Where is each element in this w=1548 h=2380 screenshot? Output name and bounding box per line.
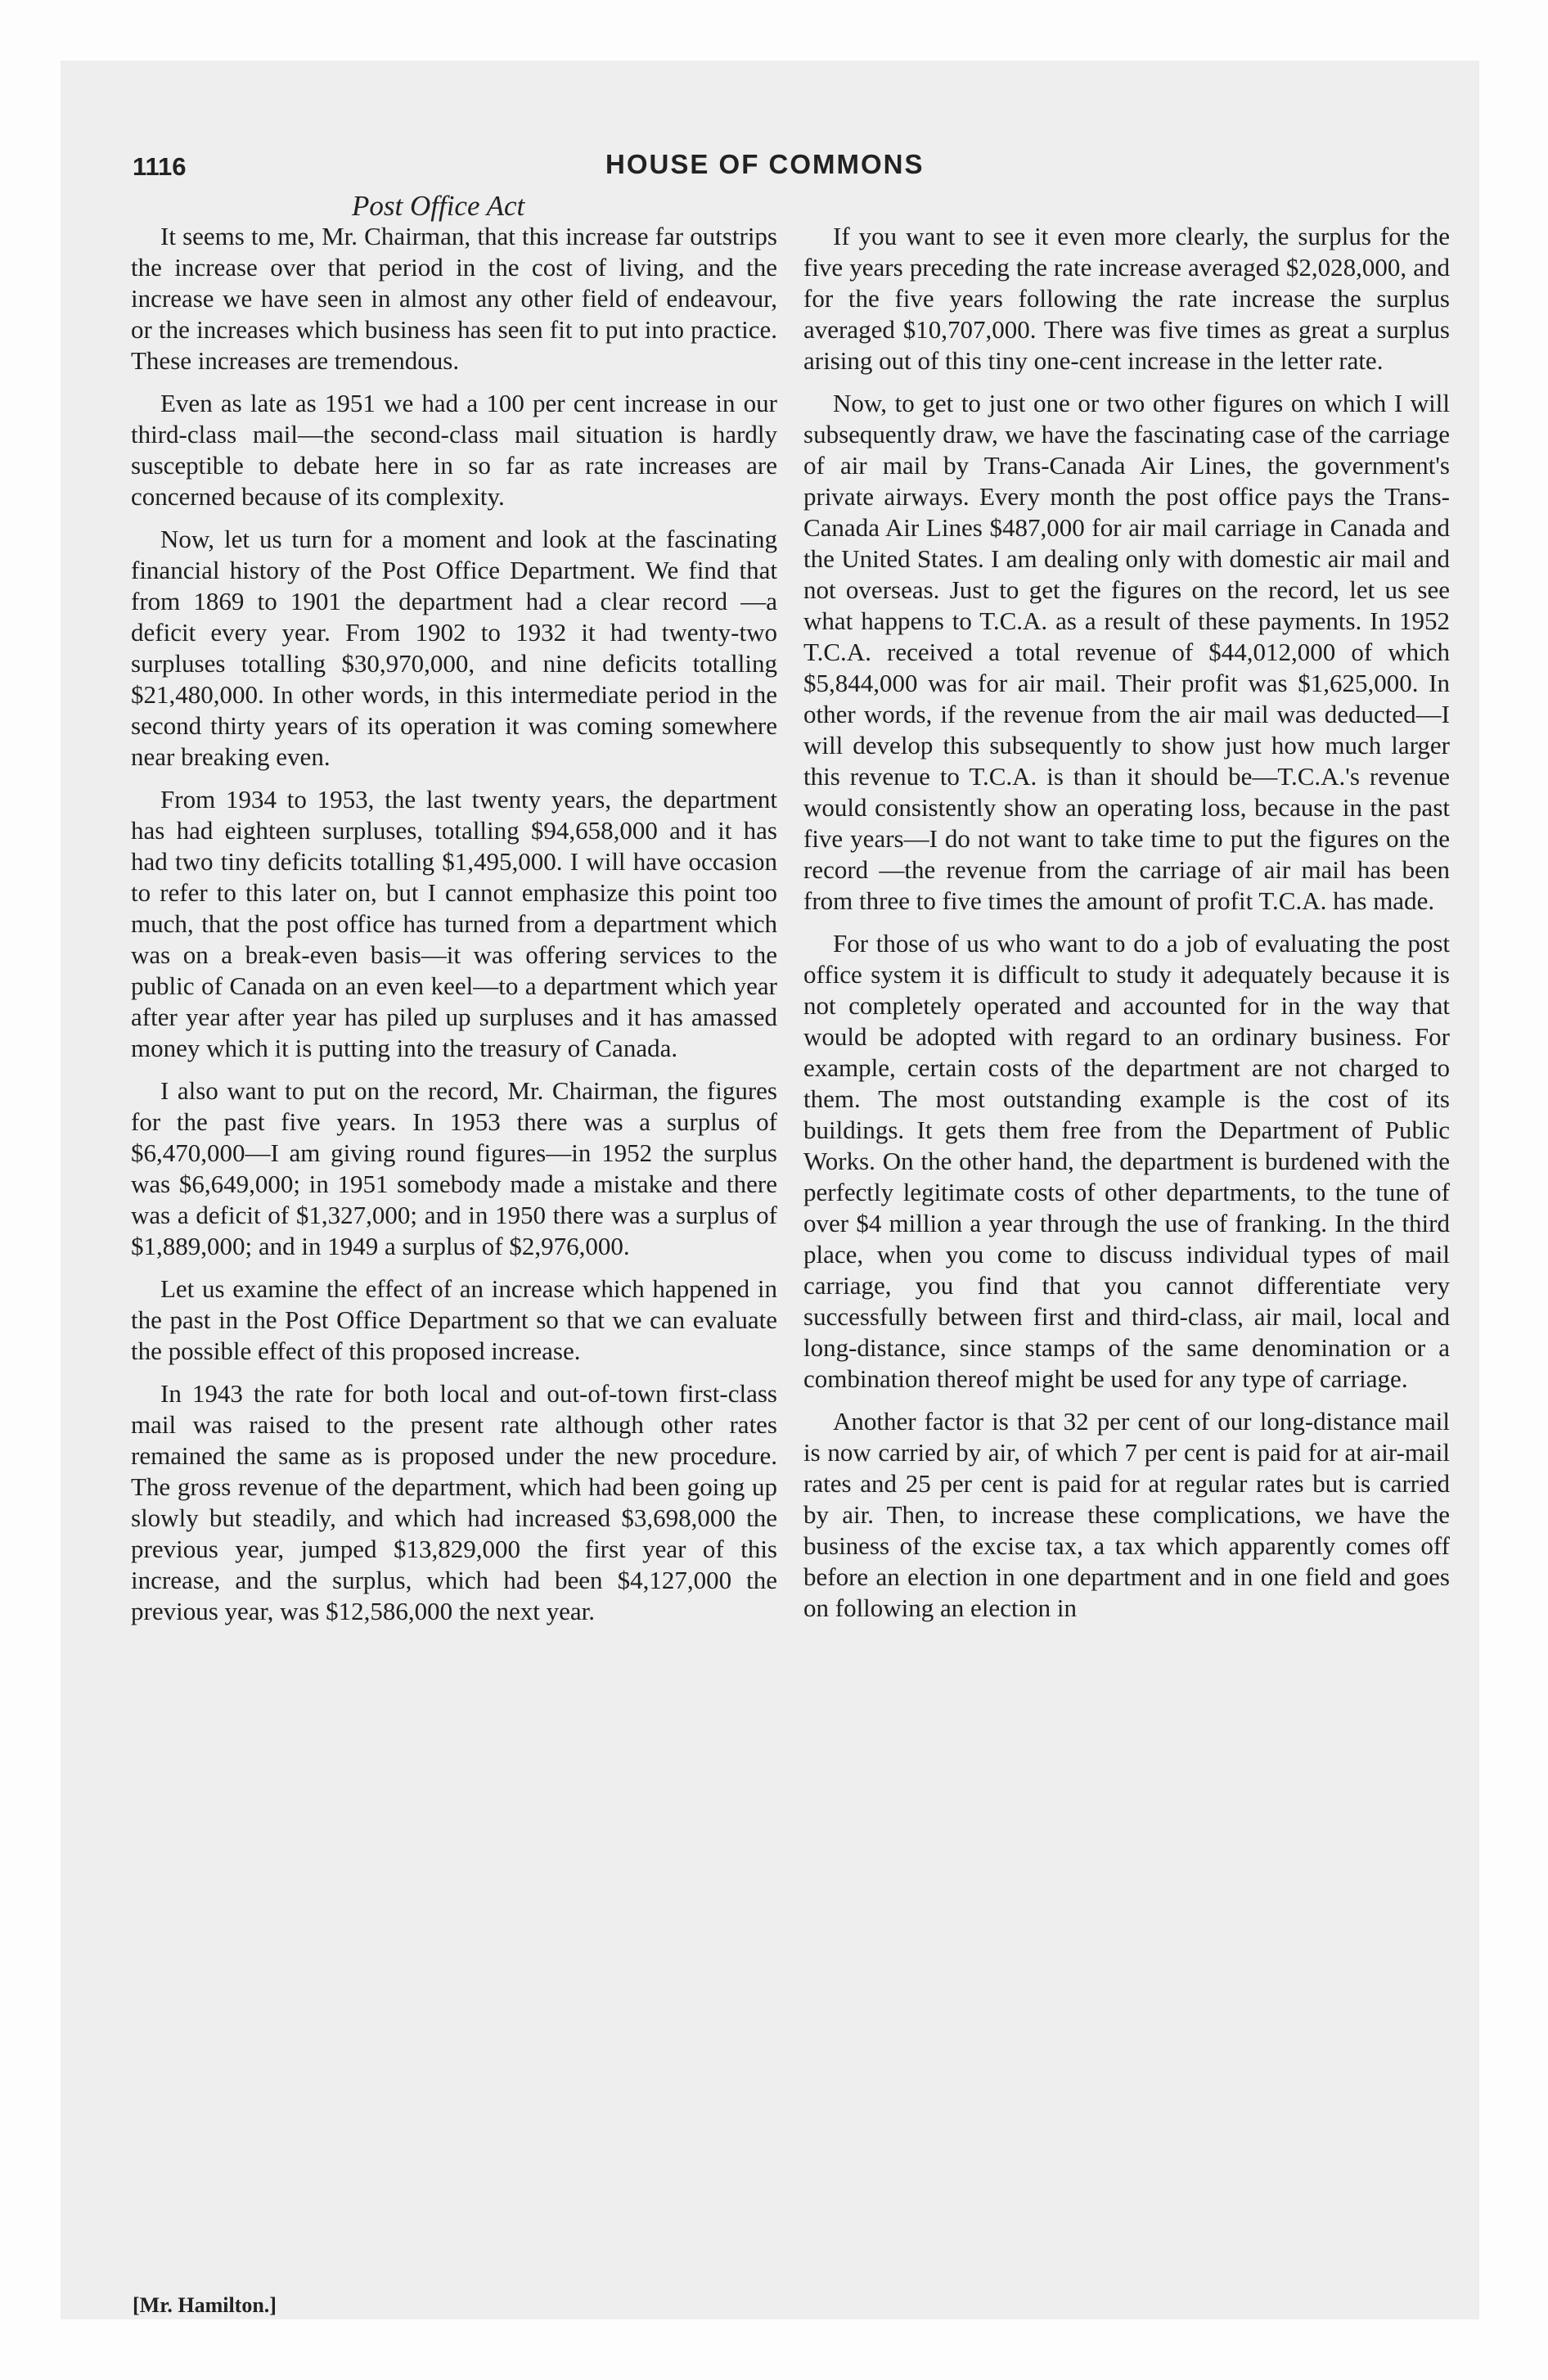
paragraph: If you want to see it even more clearly, the surplus for the five years preceding the rate increase averaged $2,028,000, and for the five years following the rate increase the surplus averaged $10,707,000. There was five times as great a surplus arising out of this tiny one-cent increase in the letter rate. (803, 222, 1450, 375)
left-column (131, 221, 777, 1639)
paragraph: I also want to put on the record, Mr. Chairman, the figures for the past five years. In 1953 there was a surplus of $6,470,000—I am giving round figures—in 1952 the surplus was $6,649,000; in 1951 somebody made a mistake and there was a deficit of $1,327,000; and in 1950 there was a surplus of $1,889,000; and in 1949 a surplus of $2,976,000. (131, 1076, 777, 1260)
page-number: 1116 (133, 152, 187, 181)
running-head: HOUSE OF COMMONS (605, 149, 925, 179)
act-title: Post Office Act (352, 190, 525, 222)
right-column (803, 221, 1450, 1635)
paragraph: Let us examine the effect of an increase which happened in the past in the Post Office Department so that we can evaluate the possible effect of this proposed increase. (131, 1274, 777, 1365)
paragraph: For those of us who want to do a job of evaluating the post office system it is difficult to study it adequately because it is not completely operated and accounted for in the way that would be adopted with regard to an ordinary business. For example, certain costs of the department are not charged to them. The most outstanding example is the cost of its buildings. It gets them free from the Department of Public Works. On the other hand, the department is burdened with the perfectly legitimate costs of other departments, to the tune of over $4 million a year through the use of franking. In the third place, when you come to discuss individual types of mail carriage, you find that you cannot differentiate very successfully between first and third-class, air mail, local and long-distance, since stamps of the same denomination or a combination thereof might be used for any type of carriage. (803, 929, 1450, 1393)
paragraph: Even as late as 1951 we had a 100 per cent increase in our third-class mail—the second-class mail situation is hardly susceptible to debate here in so far as rate increases are concerned because of its complexity. (131, 389, 777, 511)
paragraph: Another factor is that 32 per cent of our long-distance mail is now carried by air, of which 7 per cent is paid for at air-mail rates and 25 per cent is paid for at regular rates but is carried by air. Then, to increase these complications, we have the business of the excise tax, a tax which apparently comes off before an election in one department and in one field and goes on following an election in (803, 1407, 1450, 1622)
paragraph: It seems to me, Mr. Chairman, that this increase far outstrips the increase over that period in the cost of living, and the increase we have seen in almost any other field of endeavour, or the increases which business has seen fit to put into practice. These increases are tremendous. (131, 222, 777, 375)
speaker-attribution: [Mr. Hamilton.] (133, 2293, 277, 2317)
paragraph: From 1934 to 1953, the last twenty years, the department has had eighteen surpluses, totalling $94,658,000 and it has had two tiny deficits totalling $1,495,000. I will have occasion to refer to this later on, but I cannot emphasize this point too much, that the post office has turned from a department which was on a break-even basis—it was offering services to the public of Canada on an even keel—to a department which year after year after year has piled up surpluses and it has amassed money which it is putting into the treasury of Canada. (131, 785, 777, 1062)
paragraph: In 1943 the rate for both local and out-of-town first-class mail was raised to the present rate although other rates remained the same as is proposed under the new procedure. The gross revenue of the department, which had been going up slowly but steadily, and which had increased $3,698,000 the previous year, jumped $13,829,000 the first year of this increase, and the surplus, which had been $4,127,000 the previous year, was $12,586,000 the next year. (131, 1379, 777, 1625)
paragraph: Now, let us turn for a moment and look at the fascinating financial history of the Post Office Department. We find that from 1869 to 1901 the department had a clear record —a deficit every year. From 1902 to 1932 it had twenty-two surpluses totalling $30,970,000, and nine deficits totalling $21,480,000. In other words, in this intermediate period in the second thirty years of its operation it was coming somewhere near breaking even. (131, 525, 777, 771)
paragraph: Now, to get to just one or two other figures on which I will subsequently draw, we have the fascinating case of the carriage of air mail by Trans-Canada Air Lines, the government's private airways. Every month the post office pays the Trans-Canada Air Lines $487,000 for air mail carriage in Canada and the United States. I am dealing only with domestic air mail and not overseas. Just to get the figures on the record, let us see what happens to T.C.A. as a result of these payments. In 1952 T.C.A. received a total revenue of $44,012,000 of which $5,844,000 was for air mail. Their profit was $1,625,000. In other words, if the revenue from the air mail was deducted—I will develop this subsequently to show just how much larger this revenue to T.C.A. is than it should be—T.C.A.'s revenue would consistently show an operating loss, because in the past five years—I do not want to take time to put the figures on the record —the revenue from the carriage of air mail has been from three to five times the amount of profit T.C.A. has made. (803, 389, 1450, 915)
